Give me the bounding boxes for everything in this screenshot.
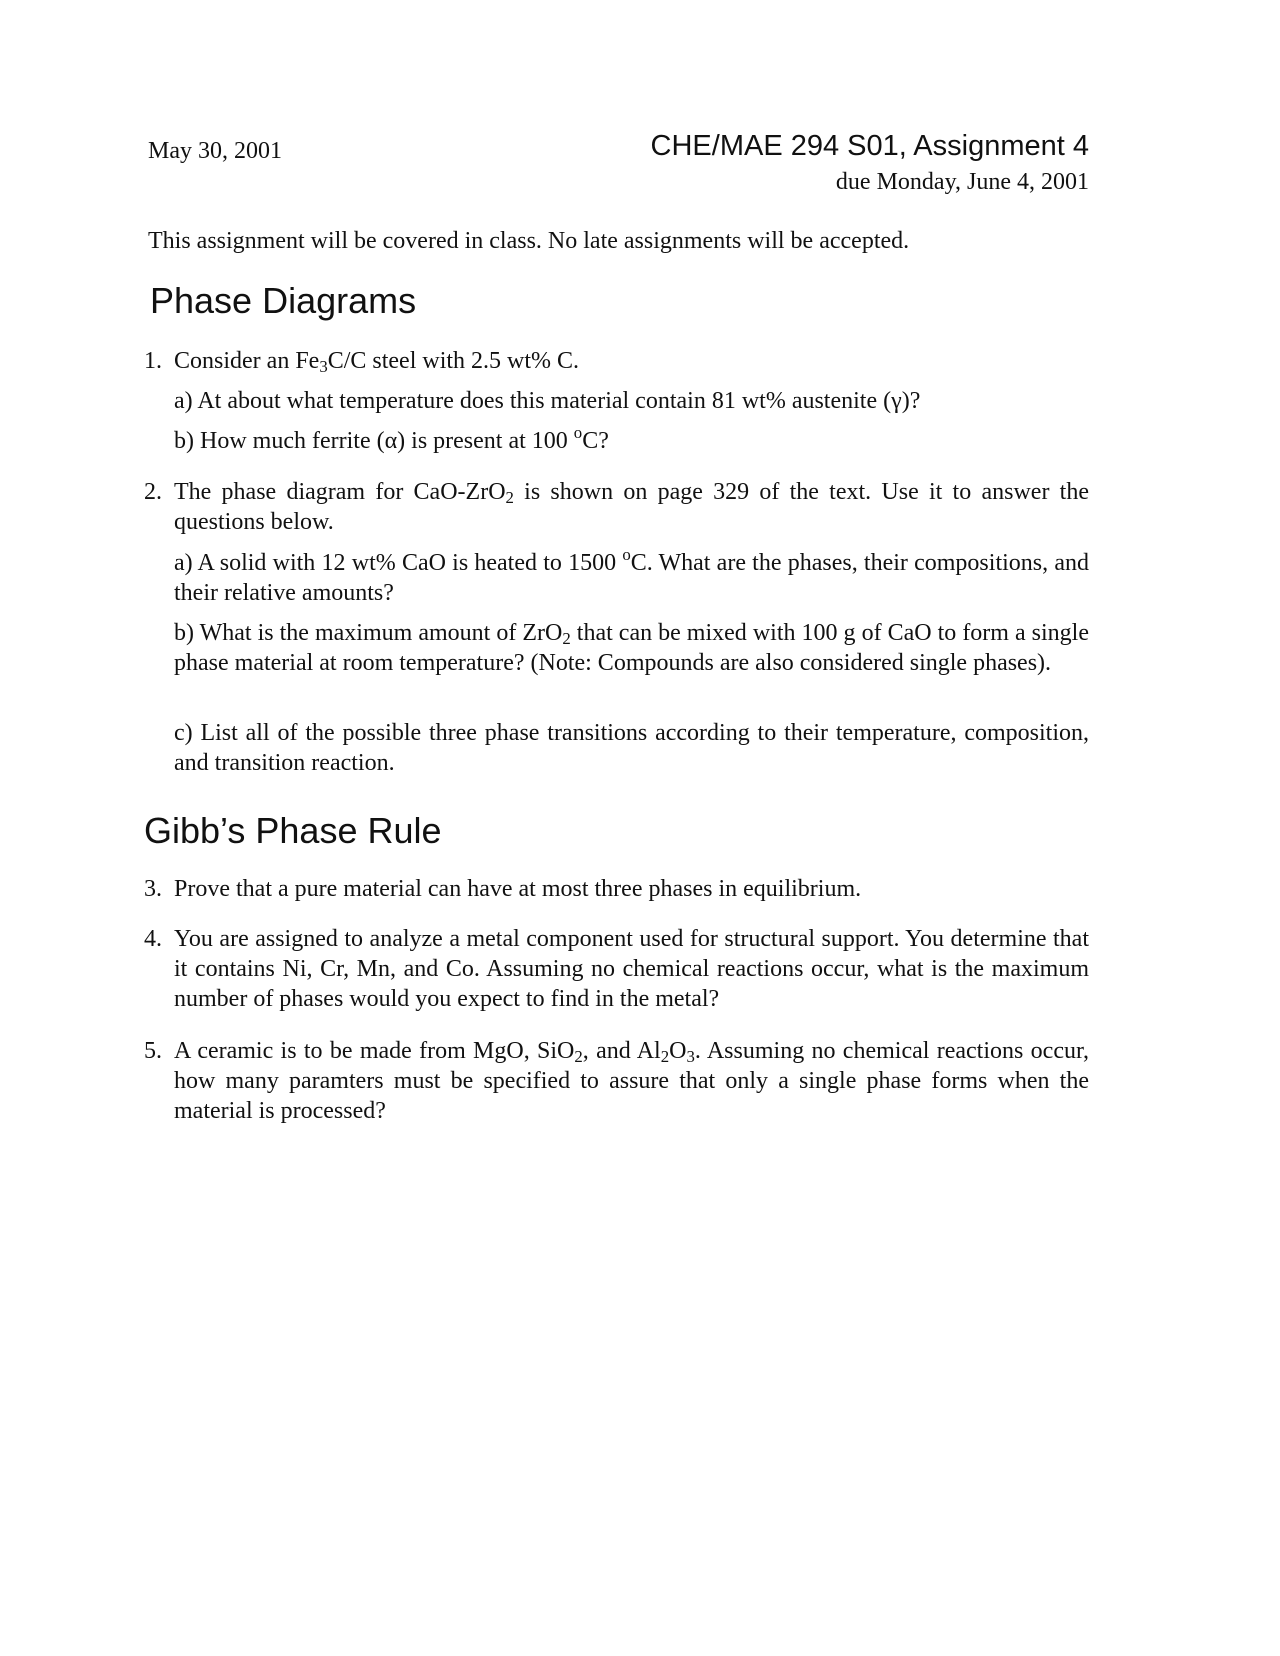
- question-text: You are assigned to analyze a metal component used for structural support. You determine that it contains Ni, Cr, Mn, and Co. Assuming no chemical reactions occur, what is the maximum number of phases would you expect to find in the metal?: [174, 926, 1089, 1012]
- question-5: [144, 1036, 1089, 1126]
- question-1a: a) At about what temperature does this material contain 81 wt% austenite (γ)?: [174, 388, 921, 414]
- section-heading-gibbs-phase-rule: Gibb’s Phase Rule: [144, 810, 442, 851]
- question-1b: b) How much ferrite (α) is present at 100 $^o$C?: [174, 422, 609, 454]
- question-text: Consider an $Fe_3C/C$ steel with 2.5 wt% C.: [174, 348, 580, 377]
- question-number: 3.: [144, 876, 162, 902]
- question-2a: a) A solid with 12 wt% CaO is heated to 1500 $^o$C. What are the phases, their compositions, and their relative amounts?: [174, 544, 1089, 606]
- question-number: 2.: [144, 479, 162, 505]
- question-2: [144, 477, 1089, 537]
- intro-text: This assignment will be covered in class. No late assignments will be accepted.: [148, 228, 910, 254]
- question-1: [144, 346, 1089, 376]
- question-text: A ceramic is to be made from MgO, SiO$_2$, and $Al_2O_3$. Assuming no chemical reactions occur, how many paramters must be specified to assure that only a single phase forms when the material is processed?: [174, 1038, 1089, 1124]
- question-number: 5.: [144, 1038, 162, 1064]
- question-4: [144, 924, 1089, 1014]
- assignment-title: CHE/MAE 294 S01, Assignment 4: [650, 130, 1089, 162]
- question-text: Prove that a pure material can have at most three phases in equilibrium.: [174, 876, 862, 902]
- question-number: 1.: [144, 348, 162, 374]
- question-text: The phase diagram for CaO-ZrO$_2$ is shown on page 329 of the text. Use it to answer the questions below.: [174, 479, 1090, 535]
- question-2b: b) What is the maximum amount of ZrO$_2$ that can be mixed with 100 g of CaO to form a single phase material at room temperature? (Note: Compounds are also considered single phases).: [174, 620, 1090, 676]
- question-3: [144, 874, 1089, 904]
- due-date: due Monday, June 4, 2001: [835, 169, 1089, 195]
- question-number: 4.: [144, 926, 162, 952]
- question-2c: c) List all of the possible three phase transitions according to their temperature, composition, and transition reaction.: [174, 720, 1089, 776]
- section-heading-phase-diagrams: Phase Diagrams: [150, 280, 417, 321]
- header-date: May 30, 2001: [148, 138, 282, 164]
